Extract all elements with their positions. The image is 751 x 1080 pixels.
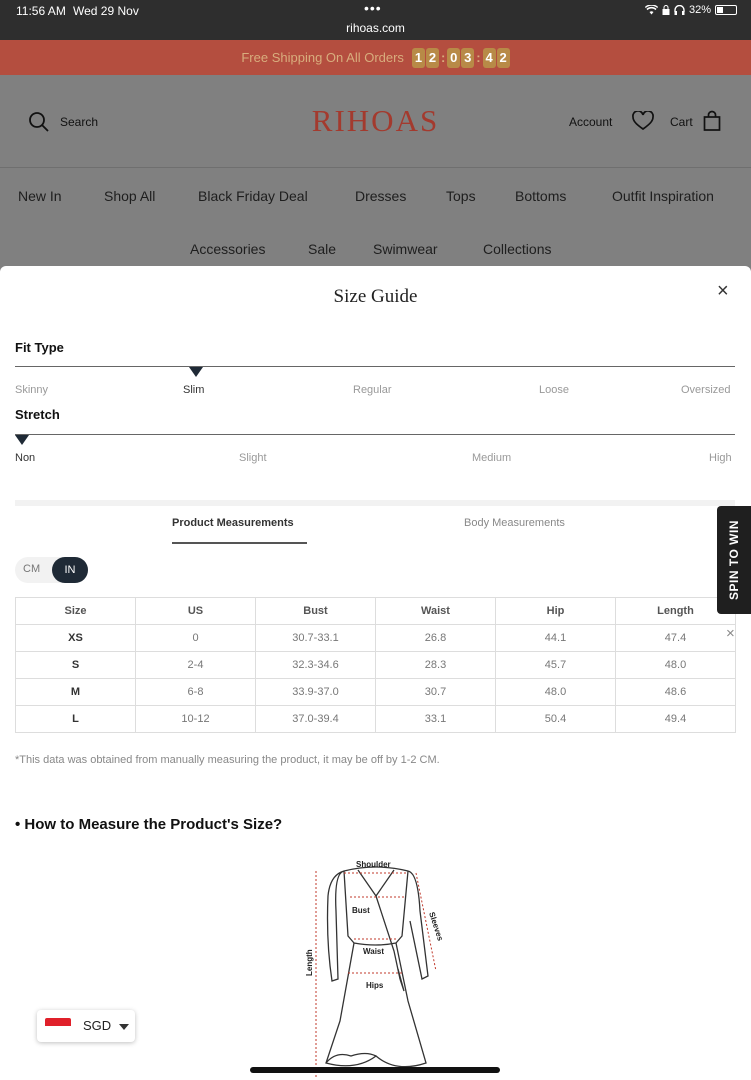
table-cell: 50.4 xyxy=(496,706,616,733)
fit-option-oversized: Oversized xyxy=(681,384,731,396)
table-cell: 33.1 xyxy=(376,706,496,733)
table-header: Size xyxy=(16,598,136,625)
table-cell: L xyxy=(16,706,136,733)
status-bar xyxy=(0,0,751,40)
countdown-separator: : xyxy=(476,50,481,65)
shopping-bag-icon[interactable] xyxy=(703,110,721,131)
address-bar-url[interactable]: rihoas.com xyxy=(346,21,405,35)
stretch-option-non: Non xyxy=(15,452,36,464)
stretch-option-high: High xyxy=(709,452,732,464)
promo-banner xyxy=(0,40,751,75)
caret-down-icon xyxy=(119,1024,129,1030)
stretch-marker-icon xyxy=(15,435,29,445)
battery-percentage: 32% xyxy=(688,4,711,16)
table-cell: S xyxy=(16,652,136,679)
how-to-measure-heading: • How to Measure the Product's Size? xyxy=(15,816,283,833)
promo-text: Free Shipping On All Orders xyxy=(241,50,404,65)
nav-item-shop-all[interactable]: Shop All xyxy=(104,188,156,204)
fit-option-slim: Slim xyxy=(183,384,205,396)
singapore-flag-icon xyxy=(45,1018,71,1034)
brand-logo[interactable]: RIHOAS xyxy=(311,103,440,138)
nav-item-dresses[interactable]: Dresses xyxy=(355,188,407,204)
currency-label: SGD xyxy=(83,1018,112,1033)
active-tab-underline xyxy=(172,542,307,544)
currency-selector[interactable] xyxy=(37,1010,135,1042)
table-cell: 10-12 xyxy=(136,706,256,733)
countdown-digit: 4 xyxy=(483,48,496,68)
table-header: Hip xyxy=(496,598,616,625)
cart-link[interactable]: Cart xyxy=(670,115,693,129)
site-header xyxy=(0,75,751,168)
table-cell: M xyxy=(16,679,136,706)
table-row xyxy=(16,652,736,679)
length-label: Length xyxy=(305,949,314,976)
stretch-option-slight: Slight xyxy=(239,452,267,464)
headphones-icon xyxy=(674,5,685,15)
measurement-note: *This data was obtained from manually measuring the product, it may be off by 1-2 CM. xyxy=(15,754,440,766)
table-cell: XS xyxy=(16,625,136,652)
countdown-digit: 1 xyxy=(412,48,425,68)
table-row xyxy=(16,679,736,706)
table-cell: 33.9-37.0 xyxy=(256,679,376,706)
table-cell: 48.0 xyxy=(616,652,736,679)
stretch-label: Stretch xyxy=(15,407,60,422)
shoulder-label: Shoulder xyxy=(356,860,391,869)
table-cell: 47.4 xyxy=(616,625,736,652)
table-header: US xyxy=(136,598,256,625)
table-header: Length xyxy=(616,598,736,625)
modal-title: Size Guide xyxy=(333,286,418,307)
stretch-scale xyxy=(15,434,735,435)
battery-icon xyxy=(715,5,737,15)
table-cell: 48.6 xyxy=(616,679,736,706)
section-divider xyxy=(15,500,735,506)
fit-option-skinny: Skinny xyxy=(15,384,49,396)
account-link[interactable]: Account xyxy=(569,115,613,129)
spin-to-win-label: SPIN TO WIN xyxy=(727,520,741,600)
size-table xyxy=(15,597,736,733)
countdown-digit: 2 xyxy=(497,48,510,68)
lock-icon xyxy=(662,5,670,15)
fit-type-marker-icon xyxy=(189,367,203,377)
table-cell: 49.4 xyxy=(616,706,736,733)
size-guide-modal xyxy=(0,266,751,1080)
fit-type-scale xyxy=(15,366,735,367)
wifi-icon xyxy=(645,5,658,15)
unit-toggle xyxy=(15,557,88,583)
table-row xyxy=(16,625,736,652)
table-cell: 0 xyxy=(136,625,256,652)
table-cell: 32.3-34.6 xyxy=(256,652,376,679)
table-cell: 48.0 xyxy=(496,679,616,706)
bust-label: Bust xyxy=(352,906,370,915)
table-header: Bust xyxy=(256,598,376,625)
tab-product-measurements[interactable]: Product Measurements xyxy=(172,517,294,529)
countdown-digit: 3 xyxy=(461,48,474,68)
nav-item-outfit-inspiration[interactable]: Outfit Inspiration xyxy=(612,188,714,204)
nav-item-sale[interactable]: Sale xyxy=(308,241,337,257)
tab-dots-icon[interactable]: ••• xyxy=(364,0,382,16)
status-time: 11:56 AM xyxy=(16,4,66,18)
fit-option-regular: Regular xyxy=(353,384,392,396)
nav-item-collections[interactable]: Collections xyxy=(483,241,552,257)
table-cell: 6-8 xyxy=(136,679,256,706)
close-icon[interactable]: × xyxy=(717,280,729,302)
spin-to-win-tab[interactable] xyxy=(717,506,751,614)
nav-item-accessories[interactable]: Accessories xyxy=(190,241,266,257)
fit-type-label: Fit Type xyxy=(15,340,64,355)
waist-label: Waist xyxy=(363,947,385,956)
table-cell: 2-4 xyxy=(136,652,256,679)
countdown-separator: : xyxy=(440,50,446,65)
nav-item-swimwear[interactable]: Swimwear xyxy=(373,241,438,257)
table-row xyxy=(16,706,736,733)
main-navigation xyxy=(0,168,751,266)
home-indicator[interactable] xyxy=(250,1067,500,1073)
countdown-digit: 2 xyxy=(426,48,439,68)
table-cell: 30.7-33.1 xyxy=(256,625,376,652)
fit-option-loose: Loose xyxy=(539,384,569,396)
table-cell: 44.1 xyxy=(496,625,616,652)
wishlist-heart-icon[interactable] xyxy=(632,111,654,131)
table-cell: 26.8 xyxy=(376,625,496,652)
nav-item-tops[interactable]: Tops xyxy=(446,188,476,204)
tab-body-measurements[interactable]: Body Measurements xyxy=(464,517,565,529)
sleeves-label: Sleeves xyxy=(427,910,445,942)
table-header: Waist xyxy=(376,598,496,625)
status-date: Wed 29 Nov xyxy=(73,4,139,18)
table-cell: 28.3 xyxy=(376,652,496,679)
dress-measurement-diagram xyxy=(296,851,456,1080)
countdown-digit: 0 xyxy=(447,48,460,68)
spin-close-icon[interactable]: × xyxy=(726,625,735,642)
unit-in-button[interactable]: IN xyxy=(52,557,88,583)
table-cell: 45.7 xyxy=(496,652,616,679)
stretch-option-medium: Medium xyxy=(472,452,512,464)
search-link[interactable]: Search xyxy=(60,115,99,129)
nav-item-bottoms[interactable]: Bottoms xyxy=(515,188,567,204)
nav-item-new-in[interactable]: New In xyxy=(18,188,62,204)
status-indicators xyxy=(645,4,737,16)
hips-label: Hips xyxy=(366,981,384,990)
table-cell: 37.0-39.4 xyxy=(256,706,376,733)
unit-cm-button[interactable]: CM xyxy=(23,563,41,575)
countdown-timer xyxy=(412,48,510,68)
nav-item-black-friday-deal[interactable]: Black Friday Deal xyxy=(198,188,308,204)
table-header-row xyxy=(16,598,736,625)
table-cell: 30.7 xyxy=(376,679,496,706)
